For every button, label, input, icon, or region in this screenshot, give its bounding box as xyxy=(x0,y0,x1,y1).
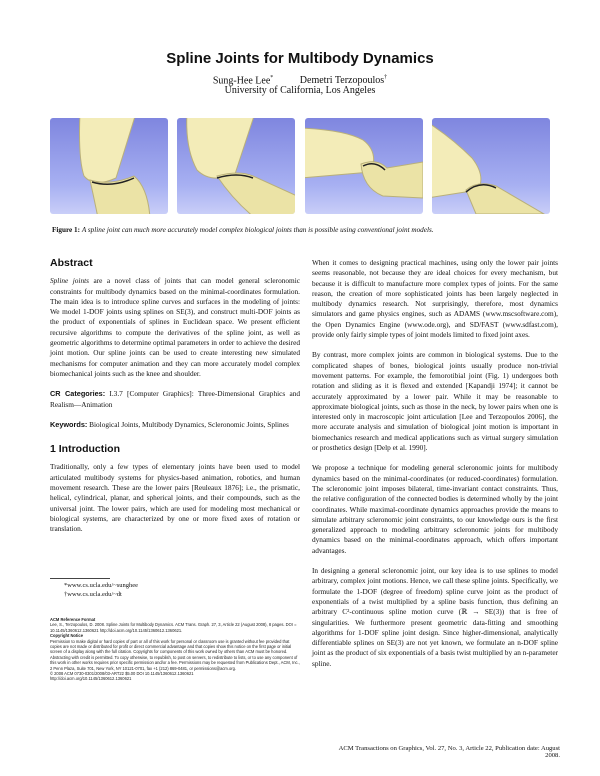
keywords xyxy=(50,420,300,430)
abstract-lead: Spline joints xyxy=(50,276,89,286)
copyright-text: Permission to make digital or hard copies of part or all of this work for personal or classroom use is granted without fee provided that copies are not made or distributed for profit or direct commercial advantage and that copies show this notice on the first page or initial screen of a display along with the full citation. Copyrights for components of this work owned by others than ACM must be honored. Abstracting with credit is permitted. To copy otherwise, to republish, to post on servers, to redistribute to lists, or to use any component of this work in other works requires prior specific permission and/or a fee. Permissions may be requested from Publications Dept., ACM, Inc., 2 Penn Plaza, Suite 701, New York, NY 10121-0701, fax +1 (212) 869-0481, or permissions@acm.org. xyxy=(50,638,300,671)
figure-panel-1 xyxy=(50,118,168,214)
knee-joint-image-4 xyxy=(432,118,550,214)
caption-text: A spline joint can much more accurately model complex biological joints than is possible using conventional joint models. xyxy=(81,226,434,234)
intro-body: Traditionally, only a few types of elementary joints have been used to model articulated multibody systems for physics-based animation, robotics, and human movement research. These are the lower pairs [Reuleaux 1876]; i.e., the prismatic, helical, cylindrical, planar, and spherical joints, and their compounds, such as the universal joint. The lower pairs, which are used for modeling most mechanical or biological systems, are characterized by one or more fixed axes of rotation or translation. xyxy=(50,462,300,534)
figure-panel-4 xyxy=(432,118,550,214)
cr-text: I.3.7 [Computer Graphics]: Three-Dimensional Graphics and Realism—Animation xyxy=(50,389,300,409)
issn-line: © 2008 ACM 0730-0301/2008/03-ART22 $5.00 DOI 10.1145/1360612.1360621 xyxy=(50,671,194,677)
copyright-heading: Copyright Notice xyxy=(50,633,83,639)
kw-label: Keywords: xyxy=(50,419,88,429)
figure-caption xyxy=(52,225,552,235)
author-1-mark: * xyxy=(270,75,274,81)
knee-joint-image-2 xyxy=(177,118,295,214)
author-1-name: Sung-Hee Lee xyxy=(212,75,271,87)
journal-footer: ACM Transactions on Graphics, Vol. 27, No. 3, Article 22, Publication date: August 2008. xyxy=(338,745,560,759)
intro-heading: 1 Introduction xyxy=(50,443,120,456)
footnotes xyxy=(50,578,300,599)
caption-label: Figure 1: xyxy=(52,226,81,234)
footnote-1[interactable]: *www.cs.ucla.edu/~sunghee xyxy=(64,582,139,589)
footnote-rule xyxy=(50,578,110,579)
right-paragraph-3: We propose a technique for modeling general scleronomic joints for multibody dynamics based on the minimal-coordinates (or reduced-coordinates) formulation. The scleronomic joint imposes bilateral, time-invariant contact constraints. Thus, the relative configuration of the connected bodies is determined wholly by the joint coordinates. While maximal-coordinate dynamics approaches provide the means to simulate arbitrary scleronomic joint constraints, to our knowledge ours is the first generalized approach to modeling arbitrary scleronomic joints for multibody dynamics based on the minimal-coordinates approach, which offers important advantages. xyxy=(312,463,558,555)
acm-ref-text: Lee, S., Terzopoulos, D. 2008. Spline Joints for Multibody Dynamics. ACM Trans. Graph. 27, 3, Article 22 (August 2008), 8 pages. DOI = 10.1145/1360612.1360621 http://doi.acm.org/10.1145/1360612.1360621. xyxy=(50,622,297,633)
knee-joint-image-1 xyxy=(50,118,168,214)
abstract-text: are a novel class of joints that can model general scleronomic constraints for multibody dynamics based on the minimal-coordinates formulation. The main idea is to introduce spline curves and surfaces in the modeling of joints: We model 1-DOF joints using splines on SE(3), and construct multi-DOF joints as the product of exponentials of splines in Euclidean space. We present efficient recursive algorithms to compute the derivatives of the spline joint, as well as geometric algorithms to determine optimal parameters in order to achieve the desired joint motion. Our spline joints can be used to create interesting new simulated mechanisms for computer animation and they can more accurately model complex biomechanical joints such as the knee and shoulder. xyxy=(50,276,300,378)
right-paragraph-1: When it comes to designing practical machines, using only the lower pair joints seems reasonable, not because they are ideal choices for every mechanism, but because it is difficult to manufacture more complex types of joints. For the same reason, the creation of more sophisticated joints has been largely neglected in multibody dynamics research. Not surprisingly, therefore, most dynamics simulators and game physics engines, such as ADAMS (www.mscsoftware.com), the Open Dynamics Engine (www.ode.org), and SD/FAST (www.sdfast.com), provide only fairly simple types of joint models limited to fixed joint axes. xyxy=(312,258,558,340)
figure-panel-3 xyxy=(305,118,423,214)
doi-link[interactable]: http://doi.acm.org/10.1145/1360612.1360621 xyxy=(50,676,132,682)
cr-categories xyxy=(50,389,300,410)
cr-label: CR Categories: xyxy=(50,389,106,399)
knee-joint-image-3 xyxy=(305,118,423,214)
affiliation: University of California, Los Angeles xyxy=(224,85,376,96)
right-paragraph-4: In designing a general scleronomic joint, our key idea is to use splines to model arbitrary, complex joint motions. Hence, we call these spline joints. Specifically, we formulate the 1-DOF (degree of freedom) spline curve joint as the product of exponentials of a twist multiplied by a spline basis function, thus defining an arbitrary C²-continuous spline motion curve (ℝ → SE(3)) that is free of singularities. We furthermore present geometric data-fitting and smoothing algorithms for 1-DOF spline joint design. Since higher-dimensional, analytically differentiable splines on SE(3) are not yet known, we formulate an n-DOF spline joint as the product of six exponentials of a basis twist multiplied by an n-parameter spline. xyxy=(312,566,558,668)
copyright-block xyxy=(50,617,300,682)
right-column xyxy=(312,258,558,679)
abstract-body xyxy=(50,276,300,379)
figure-panel-2 xyxy=(177,118,295,214)
right-paragraph-2: By contrast, more complex joints are common in biological systems. Due to the complicated shapes of bones, biological joints usually produce non-trivial movement patterns. For example, the femorotibial joint (Fig. 1) undergoes both rotation and sliding as it is flexed and extended [Kapandji 1974]; it cannot be accurately approximated by a lower pair. While it may be reasonable to approximate biological joints, such as those in the neck, by lower pairs when one is interested only in macroscopic joint articulation [Lee and Terzopoulos 2006], the more accurate analysis and simulation of biological joint motion is important in biomechanics research and medical applications such as virtual surgery simulation or prosthetics design [Delp et al. 1990]. xyxy=(312,350,558,453)
author-2-mark: † xyxy=(384,75,388,81)
abstract-heading: Abstract xyxy=(50,257,93,269)
footnote-2[interactable]: †www.cs.ucla.edu/~dt xyxy=(64,590,122,598)
figure-1 xyxy=(50,118,550,218)
paper-title: Spline Joints for Multibody Dynamics xyxy=(166,50,434,67)
acm-ref-heading: ACM Reference Format xyxy=(50,617,96,622)
left-column xyxy=(50,258,300,545)
author-2-name: Demetri Terzopoulos xyxy=(299,75,385,87)
kw-text: Biological Joints, Multibody Dynamics, Scleronomic Joints, Splines xyxy=(89,419,289,429)
